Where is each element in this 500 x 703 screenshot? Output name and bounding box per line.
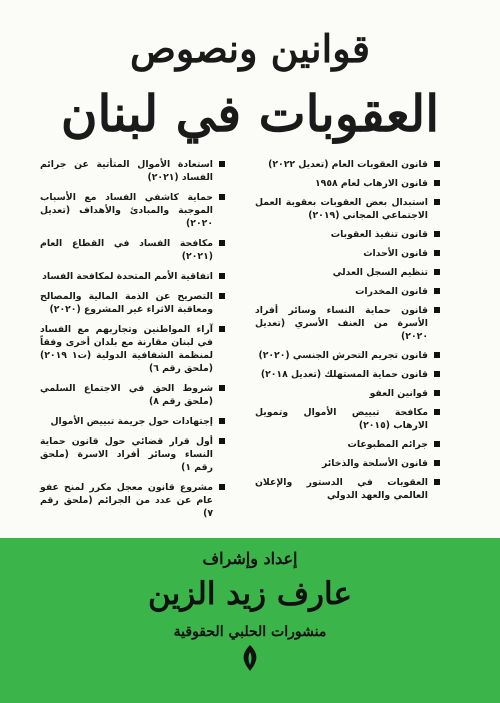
list-item: قانون تجريم التحرش الجنسي (٢٠٢٠) bbox=[255, 349, 440, 362]
list-item: استعادة الأموال المتأتية عن جرائم الفساد (٢٠٢١) bbox=[40, 158, 225, 184]
prepared-by-label: إعداد وإشراف bbox=[202, 549, 298, 568]
title-line-2: العقوبات في لبنان bbox=[60, 84, 440, 143]
list-item: جرائم المطبوعات bbox=[255, 438, 440, 451]
list-item: إجتهادات حول جريمة تبييض الأموال bbox=[40, 415, 225, 428]
contents-list bbox=[40, 158, 440, 530]
list-item: قانون الأسلحة والذخائر bbox=[255, 457, 440, 470]
author-name: عارف زيد الزين bbox=[148, 576, 352, 612]
list-item: قانون العقوبات العام (تعديل ٢٠٢٢) bbox=[255, 158, 440, 171]
list-item: قانون حماية المستهلك (تعديل ٢٠١٨) bbox=[255, 368, 440, 381]
list-item: التصريح عن الذمة المالية والمصالح ومعاقبة الاثراء غير المشروع (٢٠٢٠) bbox=[40, 290, 225, 316]
list-item: مكافحة تبييض الأموال وتمويل الارهاب (٢٠١٥) bbox=[255, 406, 440, 432]
publisher-name: منشورات الحلبي الحقوقية bbox=[173, 624, 327, 640]
title-line-1: قوانين ونصوص bbox=[129, 26, 370, 71]
list-item: شروط الحق في الاجتماع السلمي (ملحق رقم ٨) bbox=[40, 382, 225, 408]
list-item: قانون حماية النساء وسائر أفراد الأسرة من العنف الأسري (تعديل ٢٠٢٠) bbox=[255, 304, 440, 343]
list-item: قانون تنفيذ العقوبات bbox=[255, 228, 440, 241]
list-item: مشروع قانون معجل مكرر لمنح عفو عام عن عدد من الجرائم (ملحق رقم ٧) bbox=[40, 481, 225, 520]
list-item: قوانين العفو bbox=[255, 387, 440, 400]
list-item: قانون الأحداث bbox=[255, 247, 440, 260]
list-item: مكافحة الفساد في القطاع العام (٢٠٢١) bbox=[40, 237, 225, 263]
list-item: قانون الارهاب لعام ١٩٥٨ bbox=[255, 177, 440, 190]
contents-column-right bbox=[255, 158, 440, 502]
list-item: حماية كاشفي الفساد مع الأسباب الموجبة والمبادئ والأهداف (تعديل ٢٠٢٠) bbox=[40, 191, 225, 230]
list-item: أول قرار قضائي حول قانون حماية النساء وسائر أفراد الاسرة (ملحق رقم ١) bbox=[40, 435, 225, 474]
contents-column-left bbox=[40, 158, 225, 520]
list-item: تنظيم السجل العدلي bbox=[255, 266, 440, 279]
list-item: اتفاقية الأمم المتحدة لمكافحة الفساد bbox=[40, 270, 225, 283]
list-item: استبدال بعض العقوبات بعقوبة العمل الاجتماعي المجاني (٢٠١٩) bbox=[255, 196, 440, 222]
list-item: آراء المواطنين وتجاربهم مع الفساد في لبنان مقارنة مع بلدان أخرى وفقاً لمنظمة الشفافية الدولية (ت١ ٢٠١٩) (ملحق رقم ٦) bbox=[40, 323, 225, 375]
publisher-logo-icon bbox=[236, 643, 264, 673]
list-item: قانون المخدرات bbox=[255, 285, 440, 298]
list-item: العقوبات في الدستور والإعلان العالمي والعهد الدولي bbox=[255, 476, 440, 502]
